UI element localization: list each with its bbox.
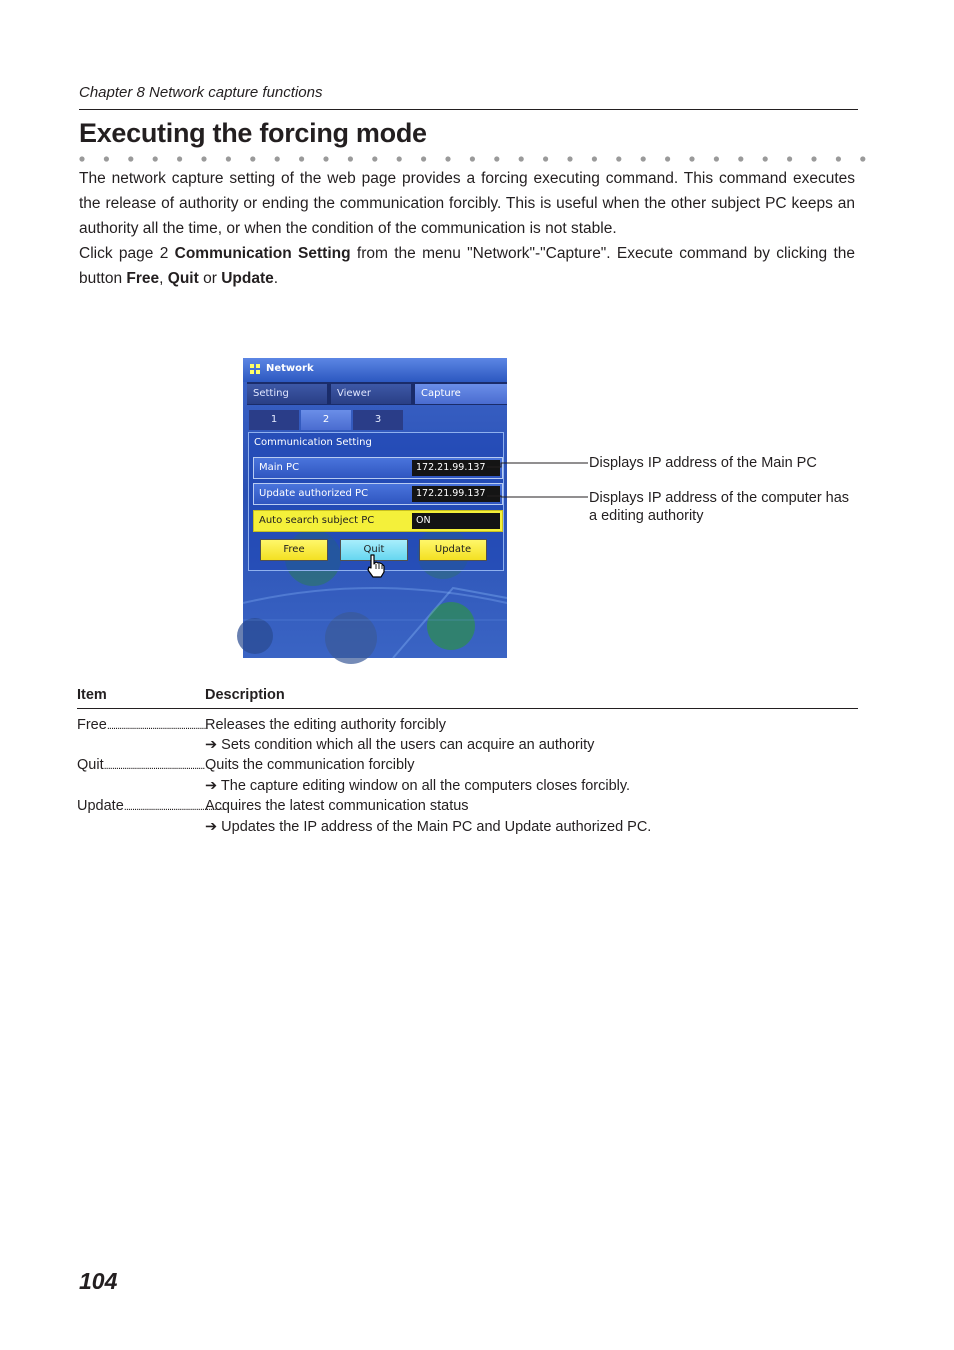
- hand-cursor-icon: [365, 553, 387, 579]
- callout-authority-line2: a editing authority: [589, 508, 704, 524]
- intro-text-3: from the menu "Network"-"Capture". Execute command by clicking the button: [79, 245, 855, 287]
- menu-tabs: [247, 382, 507, 405]
- callout-main-pc: Displays IP address of the Main PC: [589, 455, 817, 471]
- item-free-label: Free: [77, 717, 107, 733]
- page-tab-1[interactable]: 1: [249, 410, 299, 430]
- network-capture-screenshot: [243, 358, 507, 658]
- update-authorized-pc-label: Update authorized PC: [259, 488, 369, 499]
- panel-title: Network: [266, 363, 314, 374]
- page-tab-2[interactable]: 2: [301, 410, 351, 430]
- table-item-free: [77, 717, 208, 733]
- tab-capture[interactable]: Capture: [415, 384, 507, 404]
- table-item-quit: [77, 757, 205, 773]
- intro-text-1: The network capture setting of the web page provides a forcing executing command. This command executes the release of authority or ending the communication forcibly. This is useful when the other subject PC keeps an authority all the time, or when the condition of the communication is not stable.: [79, 170, 855, 237]
- dotted-divider: [79, 154, 862, 164]
- tab-setting[interactable]: Setting: [247, 384, 327, 404]
- free-button[interactable]: Free: [260, 539, 328, 561]
- auto-search-label: Auto search subject PC: [259, 515, 375, 526]
- intro-paragraph: [79, 166, 855, 291]
- group-title: Communication Setting: [254, 437, 372, 448]
- item-quit-label: Quit: [77, 757, 104, 773]
- note-quit: ➔ The capture editing window on all the computers closes forcibly.: [205, 778, 631, 794]
- note-free: ➔ Sets condition which all the users can acquire an authority: [205, 737, 595, 753]
- comma: ,: [159, 270, 168, 287]
- communication-setting-term: Communication Setting: [174, 245, 351, 262]
- or-word: or: [198, 270, 222, 287]
- dot-leader: .................................................: [106, 720, 208, 732]
- main-pc-row: [253, 457, 503, 479]
- auto-search-value[interactable]: ON: [412, 513, 500, 529]
- update-term: Update: [221, 270, 274, 287]
- main-pc-value: 172.21.99.137: [412, 460, 500, 476]
- section-title: Executing the forcing mode: [79, 118, 427, 148]
- dot-leader: .................................................: [103, 760, 205, 772]
- main-pc-label: Main PC: [259, 462, 300, 473]
- desc-free: Releases the editing authority forcibly: [205, 717, 446, 733]
- page-number: 104: [79, 1268, 118, 1294]
- callout-authority-line1: Displays IP address of the computer has: [589, 490, 850, 506]
- tab-viewer[interactable]: Viewer: [331, 384, 411, 404]
- desc-update: Acquires the latest communication status: [205, 798, 469, 814]
- chapter-rule: [79, 109, 858, 110]
- desc-quit: Quits the communication forcibly: [205, 757, 415, 773]
- table-header-rule: [77, 708, 858, 709]
- update-authorized-pc-value: 172.21.99.137: [412, 486, 500, 502]
- column-header-item: Item: [77, 687, 107, 703]
- period: .: [273, 270, 279, 287]
- item-update-label: Update: [77, 798, 124, 814]
- page-tabs: [247, 408, 407, 430]
- auto-search-row[interactable]: [253, 510, 503, 532]
- table-item-update: [77, 798, 225, 814]
- grid-icon: [250, 364, 261, 375]
- dot-leader: .................................................: [123, 801, 225, 813]
- quit-term: Quit: [167, 270, 199, 287]
- column-header-description: Description: [205, 687, 285, 703]
- update-authorized-pc-row: [253, 483, 503, 505]
- intro-text-2: Click page 2: [79, 245, 175, 262]
- update-button[interactable]: Update: [419, 539, 487, 561]
- panel-header: [243, 358, 507, 382]
- page-tab-3[interactable]: 3: [353, 410, 403, 430]
- note-update: ➔ Updates the IP address of the Main PC and Update authorized PC.: [205, 819, 652, 835]
- chapter-header: Chapter 8 Network capture functions: [79, 84, 323, 101]
- free-term: Free: [126, 270, 160, 287]
- quit-button[interactable]: Quit: [340, 539, 408, 561]
